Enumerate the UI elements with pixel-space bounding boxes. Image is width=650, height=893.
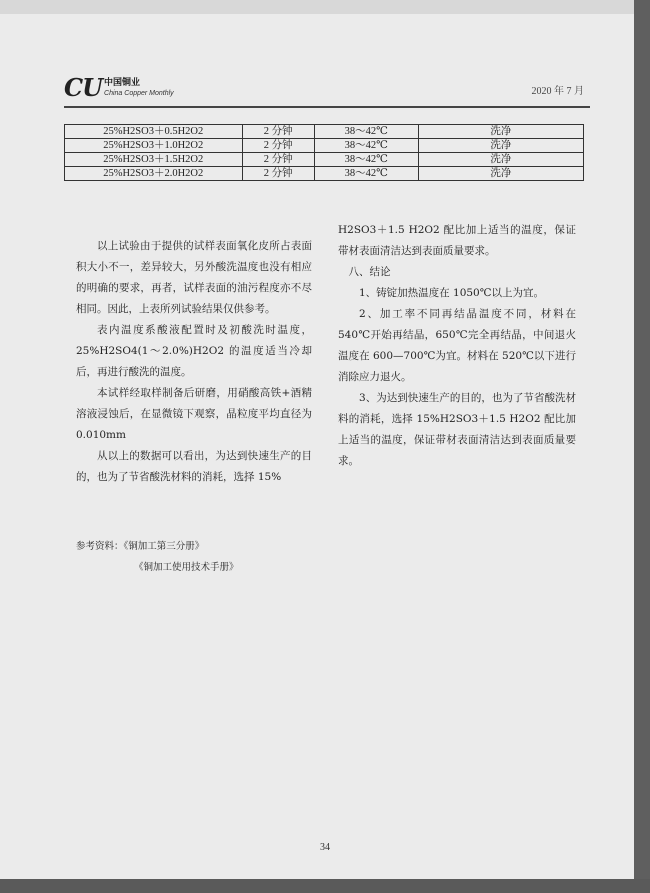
section-heading-conclusion: 八、结论: [348, 266, 391, 278]
logo-mark: CU: [64, 73, 103, 102]
scan-edge-right: [634, 0, 650, 893]
paragraph-continued: H2SO3＋1.5 H2O2 配比加上适当的温度，保证带材表面清洁达到表面质量要求。: [338, 224, 576, 257]
conclusion-item: 3、为达到快速生产的目的，也为了节省酸洗材料的消耗，选择 15%H2SO3＋1.5 H2O2 配比加上适当的温度，保证带材表面清洁达到表面质量要求。: [338, 392, 576, 467]
header-rule: [64, 106, 590, 108]
paragraph: 本试样经取样制备后研磨，用硝酸高铁+酒精溶液浸蚀后，在显微镜下观察，晶粒度平均直径为 0.010mm: [76, 387, 312, 441]
conclusion-item: 2、加工率不同再结晶温度不同，材料在 540℃开始再结晶，650℃完全再结晶，中间退火温度在 600—700℃为宜。材料在 520℃以下进行消除应力退火。: [338, 308, 576, 383]
time-cell: 2 分钟: [242, 167, 314, 181]
solution-cell: 25%H2SO3＋2.0H2O2: [65, 167, 243, 181]
paragraph: 以上试验由于提供的试样表面氧化皮所占表面积大小不一，差异较大，另外酸洗温度也没有相应的明确的要求，再者，试样表面的油污程度亦不尽相同。因此，上表所列试验结果仅供参考。: [76, 240, 312, 315]
result-cell: 洗净: [418, 153, 583, 167]
solution-cell: 25%H2SO3＋0.5H2O2: [65, 125, 243, 139]
result-cell: 洗净: [418, 139, 583, 153]
paragraph: 表内温度系酸液配置时及初酸洗时温度，25%H2SO4(1～2.0%)H2O2 的温度适当冷却后，再进行酸洗的温度。: [76, 324, 312, 378]
logo-text: [104, 78, 174, 98]
reference-line: 参考资料：《铜加工第三分册》: [76, 541, 205, 552]
time-cell: 2 分钟: [242, 139, 314, 153]
table-row: [65, 153, 584, 167]
journal-logo: [64, 73, 174, 102]
conclusion-item: 1、铸锭加热温度在 1050℃以上为宜。: [359, 287, 544, 299]
pickling-test-table: [64, 124, 584, 181]
logo-chinese-name: 中国铜业: [104, 78, 141, 88]
reference-line: 《铜加工使用技术手册》: [134, 562, 239, 573]
logo-english-name: China Copper Monthly: [104, 90, 174, 97]
result-cell: 洗净: [418, 167, 583, 181]
result-cell: 洗净: [418, 125, 583, 139]
scan-edge-top: [0, 0, 650, 14]
temperature-cell: 38～42℃: [314, 153, 418, 167]
paragraph: 从以上的数据可以看出，为达到快速生产的目的，也为了节省酸洗材料的消耗，选择 15%: [76, 450, 312, 483]
temperature-cell: 38～42℃: [314, 139, 418, 153]
table-row: [65, 139, 584, 153]
solution-cell: 25%H2SO3＋1.5H2O2: [65, 153, 243, 167]
time-cell: 2 分钟: [242, 125, 314, 139]
temperature-cell: 38～42℃: [314, 167, 418, 181]
table-row: [65, 125, 584, 139]
scan-edge-bottom: [0, 879, 650, 893]
right-column: [338, 220, 576, 472]
solution-cell: 25%H2SO3＋1.0H2O2: [65, 139, 243, 153]
issue-date: 2020 年 7 月: [531, 86, 584, 97]
table-row: [65, 167, 584, 181]
references: [76, 536, 312, 578]
time-cell: 2 分钟: [242, 153, 314, 167]
page-header: [64, 73, 584, 106]
temperature-cell: 38～42℃: [314, 125, 418, 139]
page-number: 34: [320, 842, 330, 853]
left-column: [76, 236, 312, 488]
